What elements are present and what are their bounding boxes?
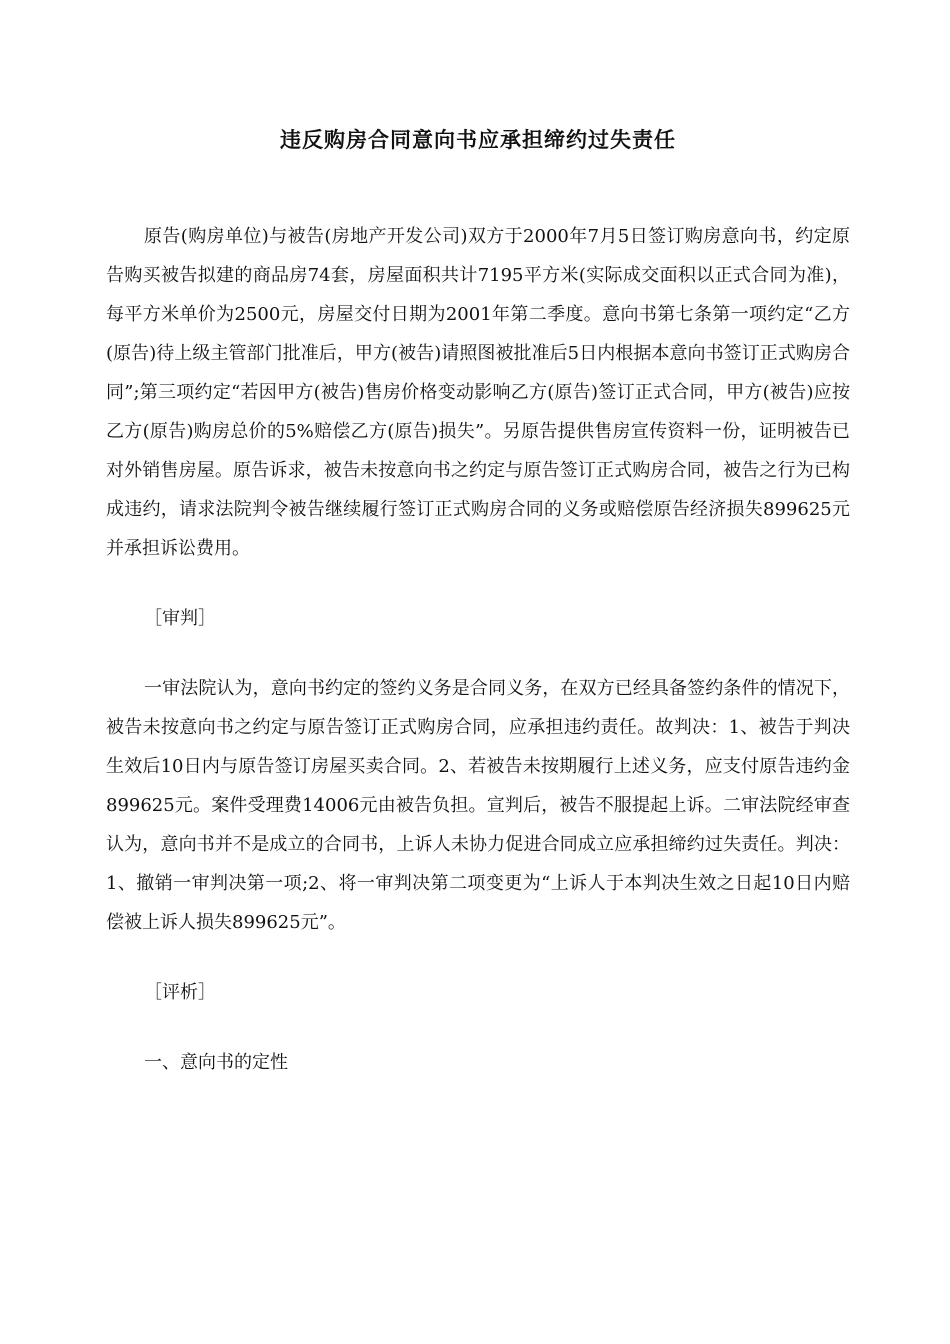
case-facts-paragraph: 原告(购房单位)与被告(房地产开发公司)双方于2000年7月5日签订购房意向书，约定原告购买被告拟建的商品房74套，房屋面积共计7195平方米(实际成交面积以正式合同为准)，每平方米单价为2500元，房屋交付日期为2001年第二季度。意向书第七条第一项约定“乙方(原告)待上级主管部门批准后，甲方(被告)请照图被批准后5日内根据本意向书签订正式购房合同”;第三项约定“若因甲方(被告)售房价格变动影响乙方(原告)签订正式合同，甲方(被告)应按乙方(原告)购房总价的5%赔偿乙方(原告)损失”。另原告提供售房宣传资料一份，证明被告已对外销售房屋。原告诉求，被告未按意向书之约定与原告签订正式购房合同，被告之行为已构成违约，请求法院判令被告继续履行签订正式购房合同的义务或赔偿原告经济损失899625元并承担诉讼费用。 xyxy=(106,226,850,559)
judgment-heading: ［审判］ xyxy=(144,608,216,629)
document-title: 违反购房合同意向书应承担缔约过失责任 xyxy=(280,127,676,152)
section-1-heading: 一、意向书的定性 xyxy=(144,1052,288,1073)
review-heading: ［评析］ xyxy=(144,982,216,1003)
judgment-paragraph: 一审法院认为，意向书约定的签约义务是合同义务，在双方已经具备签约条件的情况下，被告未按意向书之约定与原告签订正式购房合同，应承担违约责任。故判决：1、被告于判决生效后10日内与原告签订房屋买卖合同。2、若被告未按期履行上述义务，应支付原告违约金899625元。案件受理费14006元由被告负担。宣判后，被告不服提起上诉。二审法院经审查认为，意向书并不是成立的合同书，上诉人未协力促进合同成立应承担缔约过失责任。判决：1、撤销一审判决第一项;2、将一审判决第二项变更为“上诉人于本判决生效之日起10日内赔偿被上诉人损失899625元”。 xyxy=(106,678,850,933)
